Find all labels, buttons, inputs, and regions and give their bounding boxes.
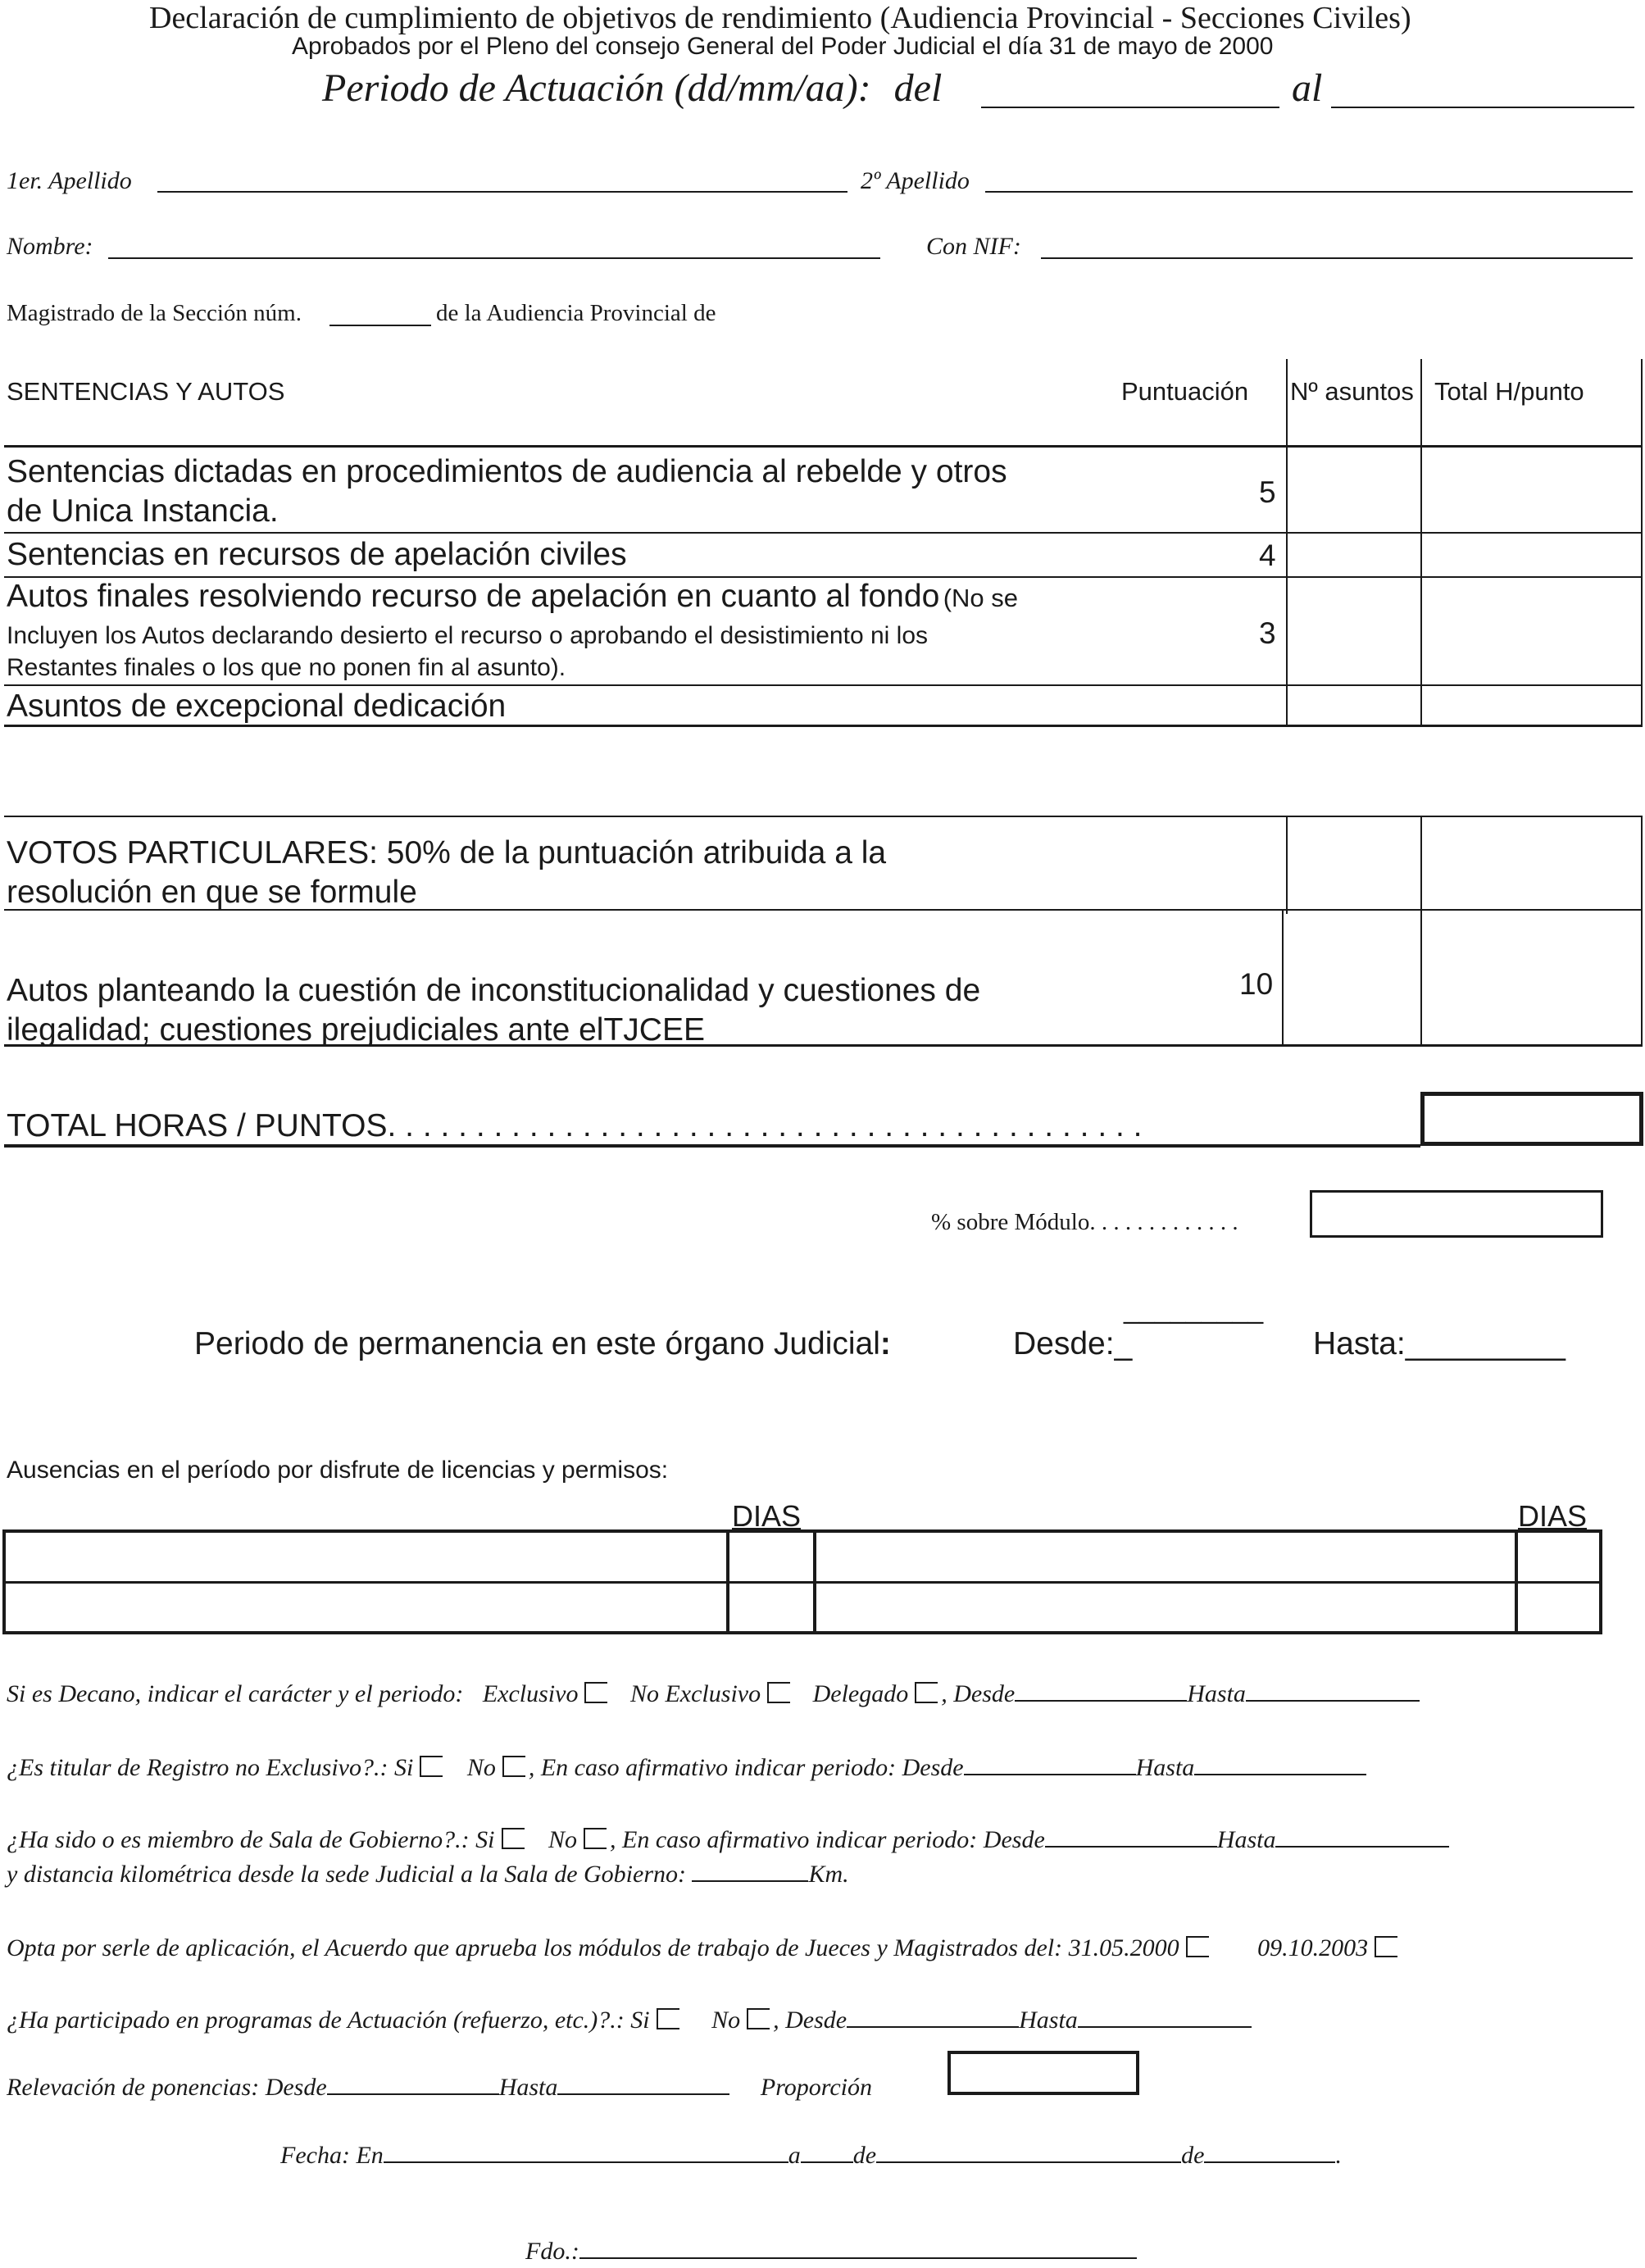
row3-line1: Autos finales resolviendo recurso de apelación en cuanto al fondo	[7, 579, 940, 614]
programas-hasta-label: Hasta	[1019, 2007, 1078, 2034]
ausencias-label: Ausencias en el período por disfrute de licencias y permisos:	[7, 1457, 669, 1484]
sala-hasta-field[interactable]	[1275, 1826, 1449, 1848]
apellido1-label: 1er. Apellido	[7, 167, 132, 194]
exclusivo-label: Exclusivo	[482, 1680, 579, 1707]
fecha-dia-field[interactable]	[801, 2142, 853, 2163]
programas-no-checkbox[interactable]	[747, 2008, 770, 2029]
votos-line1: VOTOS PARTICULARES: 50% de la puntuación atribuida a la	[7, 835, 887, 870]
sala-caso-label: , En caso afirmativo indicar periodo: Desde	[610, 1826, 1045, 1853]
proporcion-label: Proporción	[760, 2074, 872, 2101]
total-box[interactable]	[1420, 1092, 1643, 1146]
registro-label: ¿Es titular de Registro no Exclusivo?.: Si	[7, 1754, 414, 1781]
registro-si-checkbox[interactable]	[420, 1756, 443, 1777]
programas-desde-field[interactable]	[847, 2007, 1019, 2028]
permanencia-text: Periodo de permanencia en este órgano Judicial	[194, 1326, 880, 1361]
delegado-label: Delegado	[812, 1680, 909, 1707]
votos-text	[7, 834, 886, 912]
programas-row	[7, 2007, 1252, 2034]
sala-row	[7, 1826, 1449, 1854]
nif-field[interactable]	[1041, 257, 1633, 259]
table-vline-3	[1641, 359, 1643, 726]
permanencia-desde[interactable]: Desde:_	[1013, 1326, 1133, 1361]
km-label: Km.	[808, 1861, 849, 1888]
row1-line2: de Unica Instancia.	[7, 493, 279, 529]
audiencia-label: de la Audiencia Provincial de	[436, 300, 716, 326]
decano-hasta-label: Hasta	[1187, 1680, 1246, 1707]
period-del-field[interactable]	[981, 107, 1279, 108]
votos-line2: resolución en que se formule	[7, 875, 417, 910]
votos-vline-2	[1282, 909, 1284, 1047]
total-dots: . . . . . . . . . . . . . . . . . . . . . . . . . . . . . . . . . . . . . . . . . . .	[387, 1108, 1143, 1143]
autos-const-points: 10	[1239, 967, 1274, 1001]
autos-const-line2: ilegalidad; cuestiones prejudiciales ante elTJCEE	[7, 1012, 705, 1048]
table-vline-1	[1286, 359, 1288, 726]
col-asuntos: Nº asuntos	[1290, 377, 1414, 406]
votos-vline-4	[1641, 816, 1643, 1047]
programas-label: ¿Ha participado en programas de Actuación (refuerzo, etc.)?.: Si	[7, 2007, 650, 2034]
fdo-field[interactable]	[579, 2238, 1137, 2259]
modulo-box[interactable]	[1310, 1190, 1603, 1238]
fecha-de2-label: de	[1181, 2142, 1205, 2169]
proporcion-box[interactable]	[947, 2051, 1139, 2095]
programas-hasta-field[interactable]	[1078, 2007, 1252, 2028]
relevacion-hasta-label: Hasta	[498, 2074, 558, 2101]
col-total: Total H/punto	[1434, 377, 1584, 406]
sala-no-checkbox[interactable]	[584, 1828, 607, 1849]
decano-desde-label: , Desde	[941, 1680, 1016, 1707]
sala-si-checkbox[interactable]	[502, 1828, 525, 1849]
magistrado-label: Magistrado de la Sección núm.	[7, 300, 302, 326]
registro-no-label: No	[466, 1754, 496, 1781]
registro-hasta-label: Hasta	[1135, 1754, 1195, 1781]
opta-2000-checkbox[interactable]	[1186, 1936, 1209, 1957]
votos-top-line	[4, 816, 1643, 817]
sala-no-label: No	[548, 1826, 578, 1853]
sala-desde-field[interactable]	[1045, 1826, 1217, 1848]
decano-desde-field[interactable]	[1015, 1680, 1187, 1702]
fdo-row	[525, 2238, 1137, 2266]
table-hline-4	[4, 725, 1643, 727]
decano-row	[7, 1680, 1420, 1708]
programas-desde-label: , Desde	[773, 2007, 847, 2034]
programas-no-label: No	[711, 2007, 741, 2034]
total-label	[7, 1108, 1143, 1144]
relevacion-hasta-field[interactable]	[557, 2074, 729, 2095]
relevacion-label: Relevación de ponencias: Desde	[7, 2074, 327, 2101]
permanencia-top-blank: _________	[1124, 1293, 1264, 1325]
apellido1-field[interactable]	[157, 191, 847, 193]
table-hline-1	[4, 532, 1643, 534]
fecha-lugar-field[interactable]	[384, 2142, 788, 2163]
table-hline-3	[4, 684, 1643, 686]
fecha-a-label: a	[788, 2142, 801, 2169]
section-title: SENTENCIAS Y AUTOS	[7, 377, 285, 406]
decano-label: Si es Decano, indicar el carácter y el periodo:	[7, 1680, 464, 1707]
row3-points: 3	[1259, 616, 1276, 650]
total-label-text: TOTAL HORAS / PUNTOS	[7, 1108, 388, 1143]
votos-vline-1	[1286, 816, 1288, 914]
dias-header-2: DIAS	[1518, 1499, 1588, 1533]
fdo-label: Fdo.:	[525, 2238, 579, 2265]
fecha-mes-field[interactable]	[876, 2142, 1181, 2163]
permanencia-hasta[interactable]: Hasta:_________	[1313, 1326, 1565, 1361]
opta-2003-label: 09.10.2003	[1257, 1934, 1369, 1961]
row3-text	[7, 579, 1018, 684]
col-puntuacion: Puntuación	[1121, 377, 1249, 406]
nombre-field[interactable]	[108, 257, 880, 259]
autos-const-line1: Autos planteando la cuestión de inconstitucionalidad y cuestiones de	[7, 973, 981, 1008]
distancia-label: y distancia kilométrica desde la sede Judicial a la Sala de Gobierno:	[7, 1861, 686, 1888]
total-underline	[4, 1144, 1420, 1148]
ausencias-cell-1a[interactable]	[6, 1533, 725, 1580]
fecha-row: Fecha: En a de de .	[280, 2142, 1342, 2169]
ausencias-cell-2c[interactable]	[816, 1584, 1514, 1631]
no-exclusivo-label: No Exclusivo	[629, 1680, 761, 1707]
ausencias-cell-1d[interactable]	[1518, 1533, 1599, 1580]
row3-line1-note: (No se	[943, 584, 1019, 612]
fecha-anio-field[interactable]	[1204, 2142, 1335, 2163]
row3-line3: Restantes finales o los que no ponen fin al asunto).	[7, 654, 566, 681]
row1-points: 5	[1259, 475, 1276, 509]
period-al-label: al	[1292, 66, 1323, 110]
period-label-text: Periodo de Actuación (dd/mm/aa):	[322, 66, 871, 110]
ausencias-cell-2d[interactable]	[1518, 1584, 1599, 1631]
registro-no-checkbox[interactable]	[502, 1756, 525, 1777]
ausencias-cell-2b[interactable]	[729, 1584, 812, 1631]
row1-line1: Sentencias dictadas en procedimientos de audiencia al rebelde y otros	[7, 454, 1007, 489]
opta-row	[7, 1934, 1401, 1962]
nombre-label: Nombre:	[7, 233, 93, 260]
nif-label: Con NIF:	[926, 233, 1021, 260]
delegado-checkbox[interactable]	[915, 1682, 938, 1703]
table-vline-2	[1420, 359, 1422, 726]
opta-2003-checkbox[interactable]	[1375, 1936, 1397, 1957]
opta-label: Opta por serle de aplicación, el Acuerdo que aprueba los módulos de trabajo de Jueces y Magistrados del: 31.05.2000	[7, 1934, 1179, 1961]
apellido2-label: 2º Apellido	[861, 167, 970, 194]
dias-header-1: DIAS	[732, 1499, 802, 1533]
form-title: Declaración de cumplimiento de objetivos de rendimiento (Audiencia Provincial - Secciones Civiles)	[149, 1, 1411, 35]
registro-row	[7, 1754, 1366, 1782]
apellido2-field[interactable]	[985, 191, 1633, 193]
registro-hasta-field[interactable]	[1194, 1754, 1366, 1775]
row1-text	[7, 452, 1007, 531]
ausencias-cell-1b[interactable]	[729, 1533, 812, 1580]
table-hline-2	[4, 576, 1643, 578]
ausencias-cell-2a[interactable]	[6, 1584, 725, 1631]
exclusivo-checkbox[interactable]	[584, 1682, 607, 1703]
approval-subtitle: Aprobados por el Pleno del consejo General del Poder Judicial el día 31 de mayo de 2000	[292, 33, 1274, 60]
distancia-row	[7, 1861, 849, 1888]
sala-label: ¿Ha sido o es miembro de Sala de Gobierno?.: Si	[7, 1826, 495, 1853]
period-label	[322, 66, 942, 111]
fecha-label: Fecha: En	[280, 2142, 384, 2169]
permanencia-label	[194, 1326, 891, 1362]
autos-const-text	[7, 971, 980, 1050]
decano-hasta-field[interactable]	[1246, 1680, 1420, 1702]
registro-caso-label: , En caso afirmativo indicar periodo: Desde	[528, 1754, 964, 1781]
sala-hasta-label: Hasta	[1216, 1826, 1276, 1853]
programas-si-checkbox[interactable]	[657, 2008, 679, 2029]
registro-desde-field[interactable]	[964, 1754, 1136, 1775]
no-exclusivo-checkbox[interactable]	[767, 1682, 790, 1703]
row2-points: 4	[1259, 539, 1276, 572]
period-al-field[interactable]	[1331, 107, 1634, 108]
modulo-label: % sobre Módulo. . . . . . . . . . . . .	[931, 1209, 1238, 1235]
relevacion-row	[7, 2074, 872, 2102]
permanencia-colon: :	[879, 1326, 891, 1361]
row3-line2: Incluyen los Autos declarando desierto el recurso o aprobando el desistimiento ni los	[7, 622, 929, 649]
fecha-de1-label: de	[852, 2142, 877, 2169]
ausencias-cell-1c[interactable]	[816, 1533, 1514, 1580]
row2-text: Sentencias en recursos de apelación civiles	[7, 537, 627, 572]
table-hline-header	[4, 445, 1643, 448]
relevacion-desde-field[interactable]	[327, 2074, 499, 2095]
period-del-label: del	[893, 66, 943, 110]
distancia-field[interactable]	[692, 1861, 808, 1882]
seccion-num-field[interactable]	[329, 325, 431, 326]
row4-text: Asuntos de excepcional dedicación	[7, 689, 507, 724]
votos-vline-3	[1420, 816, 1422, 1047]
